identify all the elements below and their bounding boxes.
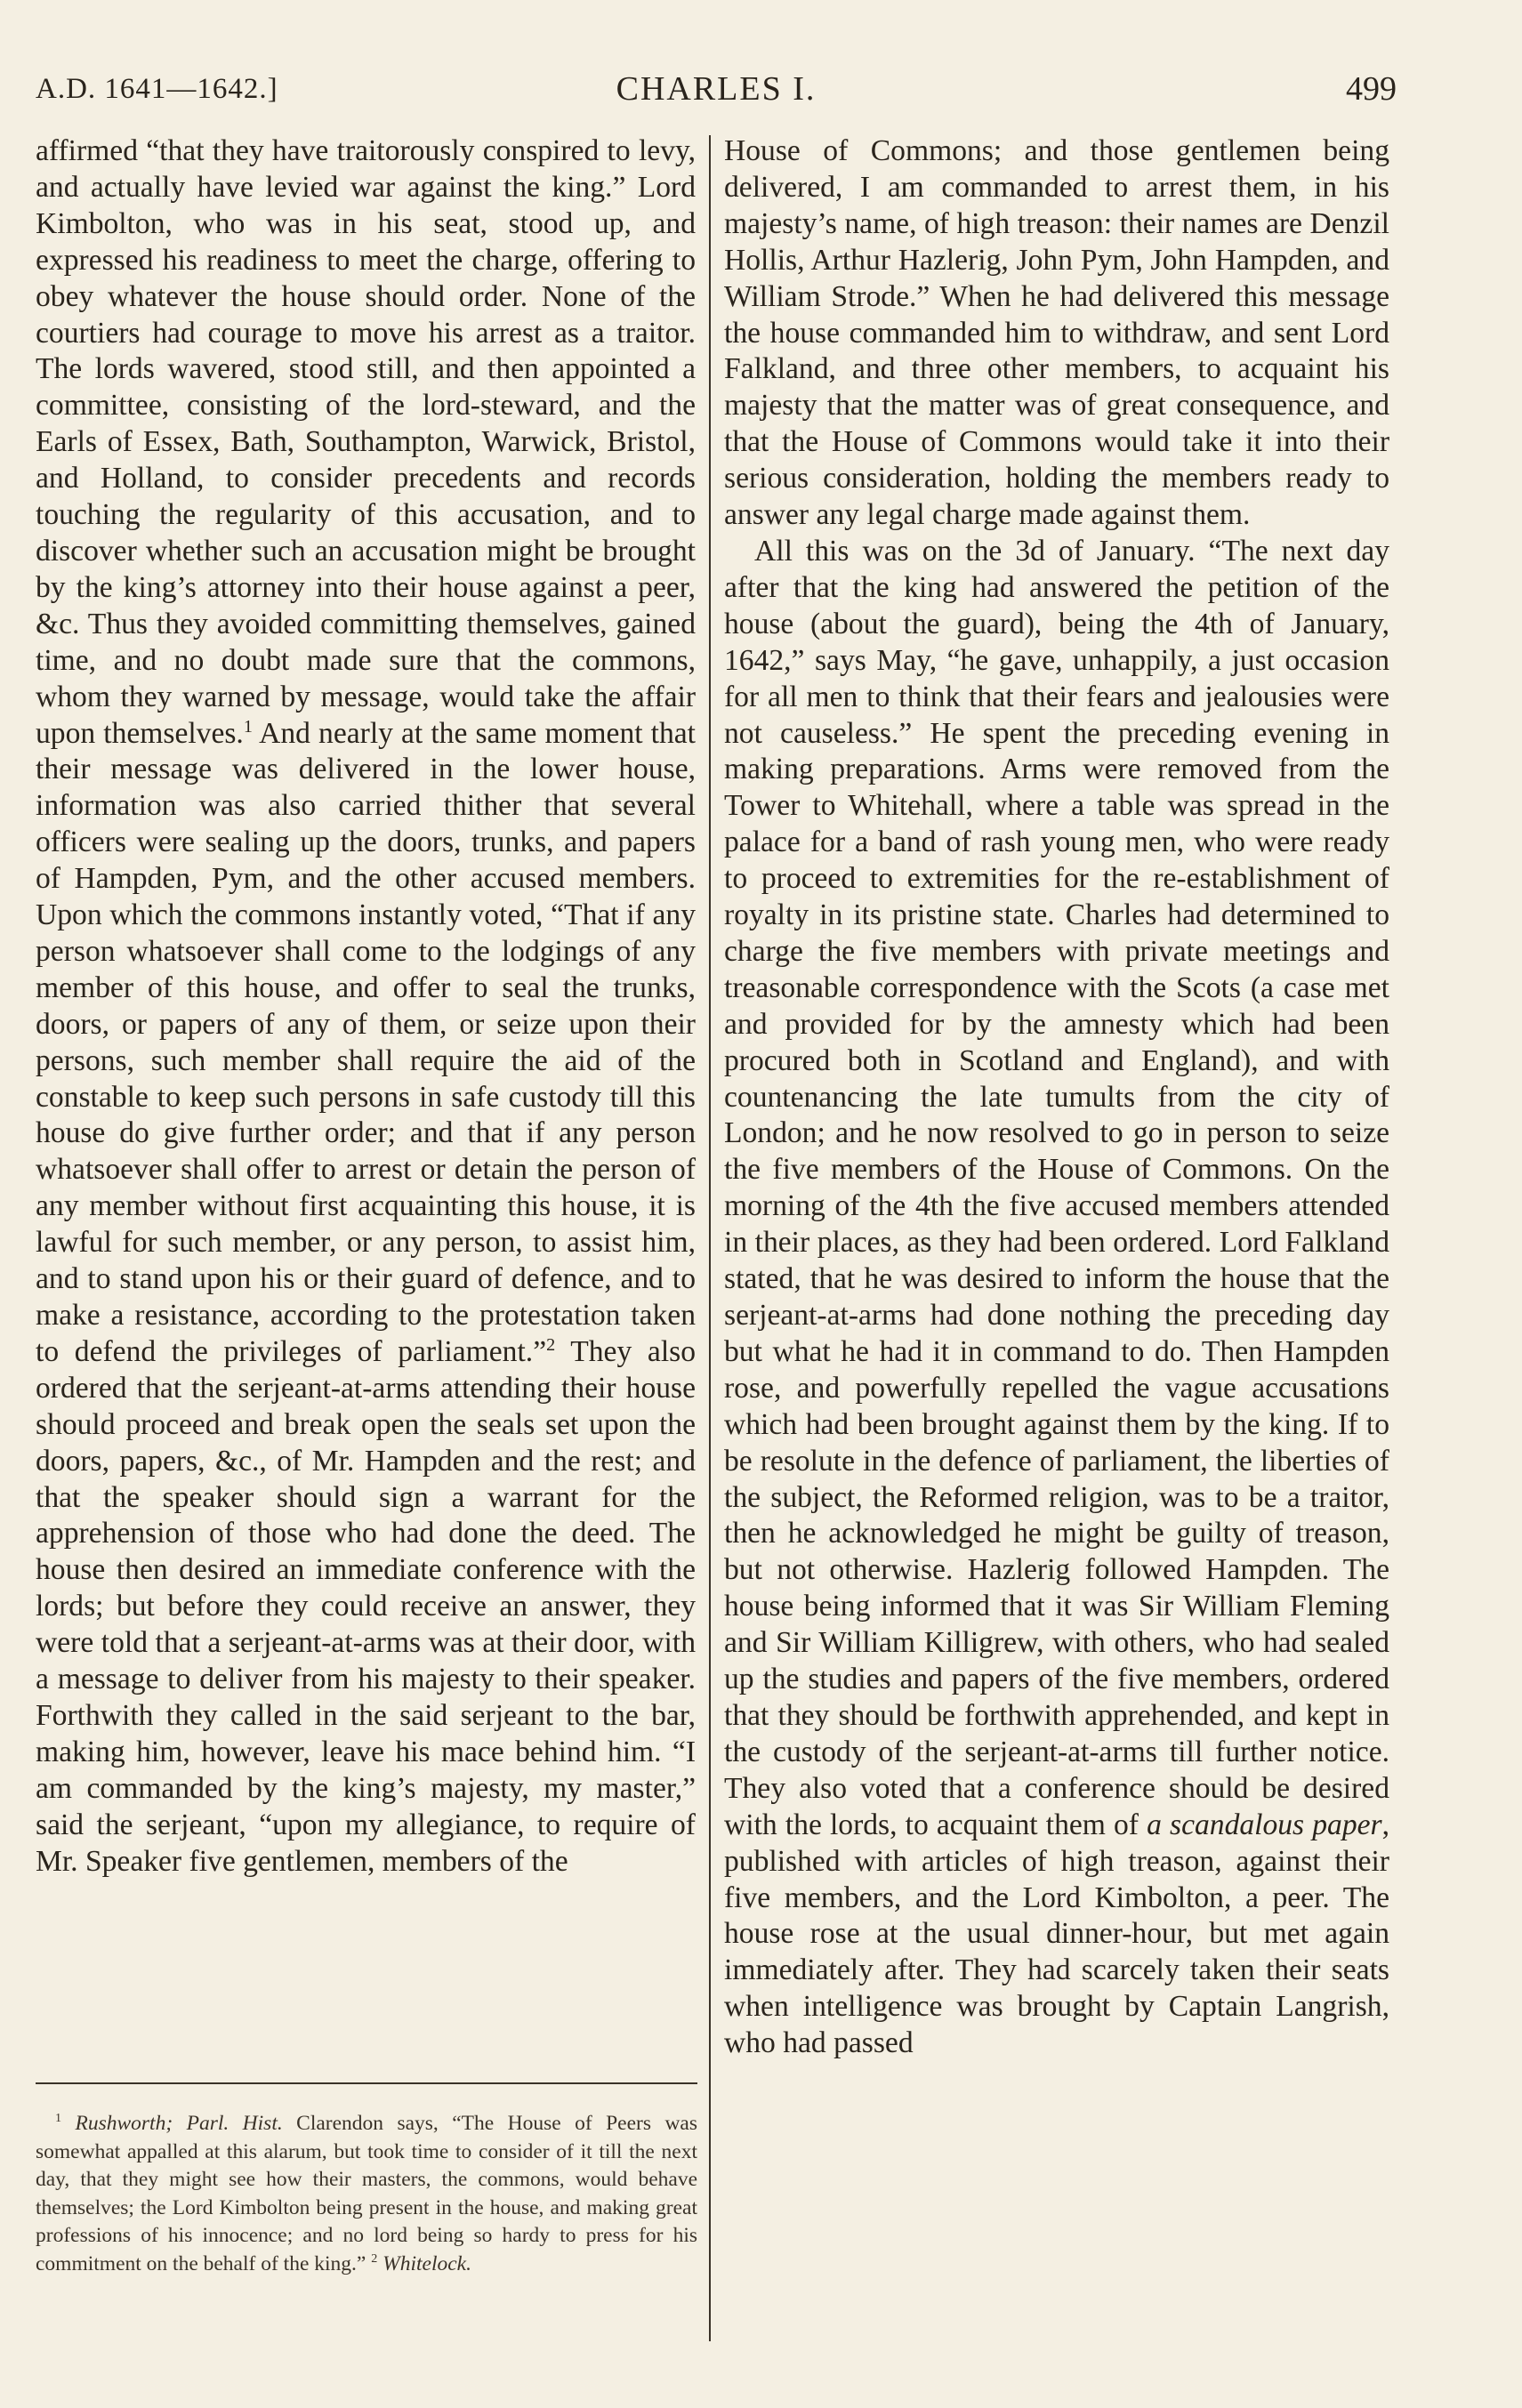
- emphasis: a scandalous paper: [1147, 1808, 1382, 1841]
- header-title: CHARLES I.: [616, 70, 817, 108]
- paragraph: All this was on the 3d of January. “The next day after that the king had answered the petition of the house (about the guard), being the 4th of January, 1642,” says May, “he gave, unhappily, a just occasion for all men to think that their fears and jealousies were not causeless.” He spent the preceding evening in making preparations. Arms were removed from the Tower to Whitehall, where a table was spread in the palace for a band of rash young men, who were ready to proceed to extremities for the re-establishment of royalty in its pristine state. Charles had determined to charge the five members with private meetings and treasonable correspondence with the Scots (a case met and provided for by the amnesty which had been procured both in Scotland and England), and with countenancing the late tumults from the city of London; and he now resolved to go in person to seize the five members of the House of Commons. On the morning of the 4th the five accused members attended in their places, as they had been ordered. Lord Falkland stated, that he was desired to inform the house that the serjeant-at-arms had done nothing the preceding day but what he had it in command to do. Then Hampden rose, and powerfully repelled the vague accusations which had been brought against them by the king. If to be resolute in the defence of parliament, the liberties of the subject, the Reformed religion, was to be a traitor, then he acknowledged he might be guilty of treason, but not otherwise. Hazlerig followed Hampden. The house being informed that it was Sir William Fleming and Sir William Killigrew, with others, who had sealed up the studies and papers of the five members, ordered that they should be forthwith apprehended, and kept in the custody of the serjeant-at-arms till further notice. They also voted that a conference should be desired with the lords, to acquaint them of a scandalous paper, published with articles of high treason, against their five members, and the Lord Kimbolton, a peer. The house rose at the usual dinner-hour, but met again immediately after. They had scarcely taken their seats when intelligence was brought by Captain Langrish, who had passed: [724, 534, 1389, 2060]
- running-header: [36, 62, 1397, 116]
- paragraph: House of Commons; and those gentlemen being delivered, I am commanded to arrest them, in his majesty’s name, of high treason: their names are Denzil Hollis, Arthur Hazlerig, John Pym, John Hampden, and William Strode.” When he had delivered this message the house commanded him to withdraw, and sent Lord Falkland, and three other members, to acquaint his majesty that the matter was of great consequence, and that the House of Commons would take it into their serious consideration, holding the members ready to answer any legal charge made against them.: [724, 134, 1389, 532]
- left-column: [36, 133, 696, 1880]
- footnote-rule: [36, 2082, 697, 2084]
- footnote-ref: 2: [546, 1334, 556, 1355]
- page-number: 499: [1346, 70, 1397, 108]
- footnotes: [36, 2110, 697, 2278]
- right-column: [724, 133, 1389, 2062]
- paragraph: affirmed “that they have traitorously conspired to levy, and actually have levied war against the king.” Lord Kimbolton, who was in his seat, stood up, and expressed his readiness to meet the charge, offering to obey whatever the house should order. None of the courtiers had courage to move his arrest as a traitor. The lords wavered, stood still, and then appointed a committee, consisting of the lord-steward, and the Earls of Essex, Bath, Southampton, Warwick, Bristol, and Holland, to consider precedents and records touching the regularity of this accusation, and to discover whether such an accusation might be brought by the king’s attorney into their house against a peer, &c. Thus they avoided committing themselves, gained time, and no doubt made sure that the commons, whom they warned by message, would take the affair upon themselves.$^1$ And nearly at the same moment that their message was delivered in the lower house, information was also carried thither that several officers were sealing up the doors, trunks, and papers of Hampden, Pym, and the other accused members. Upon which the commons instantly voted, “That if any person whatsoever shall come to the lodgings of any member of this house, and offer to seal the trunks, doors, or papers of any of them, or seize upon their persons, such member shall require the aid of the constable to keep such persons in safe custody till this house do give further order; and that if any person whatsoever shall offer to arrest or detain the person of any member without first acquainting this house, it is lawful for such member, or any person, to assist him, and to stand upon his or their guard of defence, and to make a resistance, according to the protestation taken to defend the privileges of parliament.”$^2$ They also ordered that the serjeant-at-arms attending their house should proceed and break open the seals set upon the doors, papers, &c., of Mr. Hampden and the rest; and that the speaker should sign a warrant for the apprehension of those who had done the deed. The house then desired an immediate conference with the lords; but before they could receive an answer, they were told that a serjeant-at-arms was at their door, with a message to deliver from his majesty to their speaker. Forthwith they called in the said serjeant to the bar, making him, however, leave his mace behind him. “I am commanded by the king’s majesty, my master,” said the serjeant, “upon my allegiance, to require of Mr. Speaker five gentlemen, members of the: [36, 134, 697, 1878]
- column-divider: [709, 135, 711, 2341]
- header-date-range: A.D. 1641—1642.]: [36, 73, 278, 105]
- footnote-ref: 1: [243, 716, 253, 737]
- footnote: $^1$ Rushworth; Parl. Hist. Clarendon says, “The House of Peers was somewhat appalled at this alarum, but took time to consider of it till the next day, that they might see how their masters, the commons, would behave themselves; the Lord Kimbolton being present in the house, and making great professions of his innocence; and no lord being so hardy to press for his commitment on the behalf of the king.” $^2$ Whitelock.: [36, 2111, 697, 2275]
